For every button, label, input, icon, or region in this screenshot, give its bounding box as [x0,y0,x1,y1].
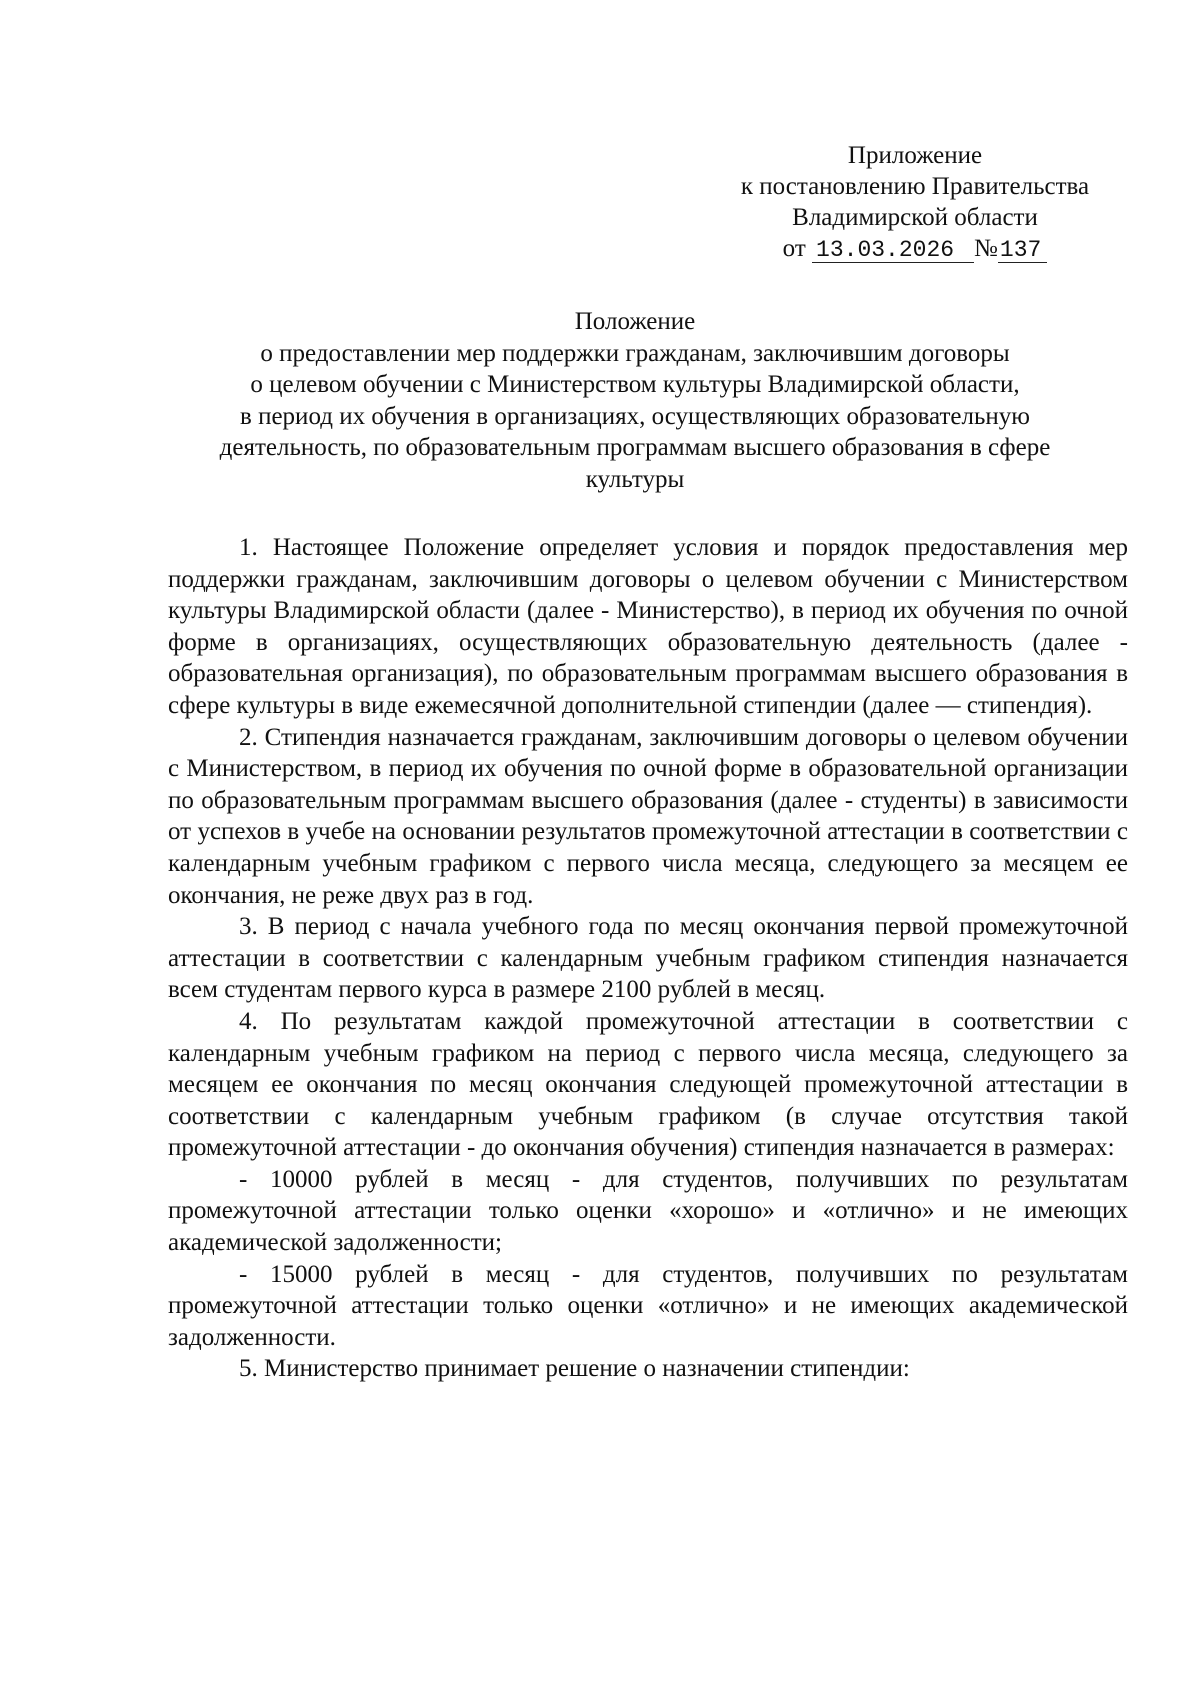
decree-date: 13.03.2026 [812,238,974,263]
appendix-label: Приложение [847,142,983,169]
appendix-header [700,140,1130,264]
paragraph-5: 5. Министерство принимает решение о назначении стипендии: [239,1355,910,1383]
decree-number: 137 [998,238,1047,263]
document-title [150,306,1120,495]
title-line: Положение [574,308,696,335]
date-prefix: от [782,235,806,262]
paragraph-4-item-1: - 10000 рублей в месяц - для студентов, получивших по результатам промежуточной аттестации только оценки «хорошо» и «отлично» и не имеющих академической задолженности; [168,1165,1128,1257]
paragraph-3: 3. В период с начала учебного года по месяц окончания первой промежуточной аттестации в соответствии с календарным учебным графиком стипендия назначается всем студентам первого курса в размере 2100 рублей в месяц. [168,913,1128,1004]
appendix-region: Владимирской области [792,204,1038,231]
number-sign: № [974,235,998,262]
decree-date-number [700,233,1130,264]
title-line: о целевом обучении с Министерством культуры Владимирской области, [250,371,1020,398]
paragraph-4: 4. По результатам каждой промежуточной аттестации в соответствии с календарным учебным графиком на период с первого числа месяца, следующего за месяцем ее окончания по месяц окончания следующей промежуточной аттестации в соответствии с календарным учебным графиком (в случае отсутствия такой промежуточной аттестации - до окончания обучения) стипендия назначается в размерах: [168,1007,1128,1162]
title-line: о предоставлении мер поддержки гражданам, заключившим договоры [260,339,1010,367]
paragraph-2: 2. Стипендия назначается гражданам, заключившим договоры о целевом обучении с Министерством, в период их обучения по очной форме в образовательной организации по образовательным программам высшего образования (далее - студенты) в зависимости от успехов в учебе на основании результатов промежуточной аттестации в соответствии с календарным учебным графиком с первого числа месяца, следующего за месяцем ее окончания, не реже двух раз в год. [168,723,1128,909]
title-line: в период их обучения в организациях, осуществляющих образовательную [240,402,1030,430]
document-body [168,532,1128,1385]
paragraph-4-item-2: - 15000 рублей в месяц - для студентов, получивших по результатам промежуточной аттестации только оценки «отлично» и не имеющих академической задолженности. [168,1260,1128,1351]
title-line: деятельность, по образовательным программам высшего образования в сфере [219,434,1051,461]
title-line: культуры [585,465,685,493]
paragraph-1: 1. Настоящее Положение определяет условия и порядок предоставления мер поддержки гражданам, заключившим договоры о целевом обучении с Министерством культуры Владимирской области (далее - Министерство), в период их обучения по очной форме в организациях, осуществляющих образовательную деятельность (далее - образовательная организация), по образовательным программам высшего образования в сфере культуры в виде ежемесячной дополнительной стипендии (далее — стипендия). [168,534,1128,719]
appendix-reference: к постановлению Правительства [740,173,1090,200]
